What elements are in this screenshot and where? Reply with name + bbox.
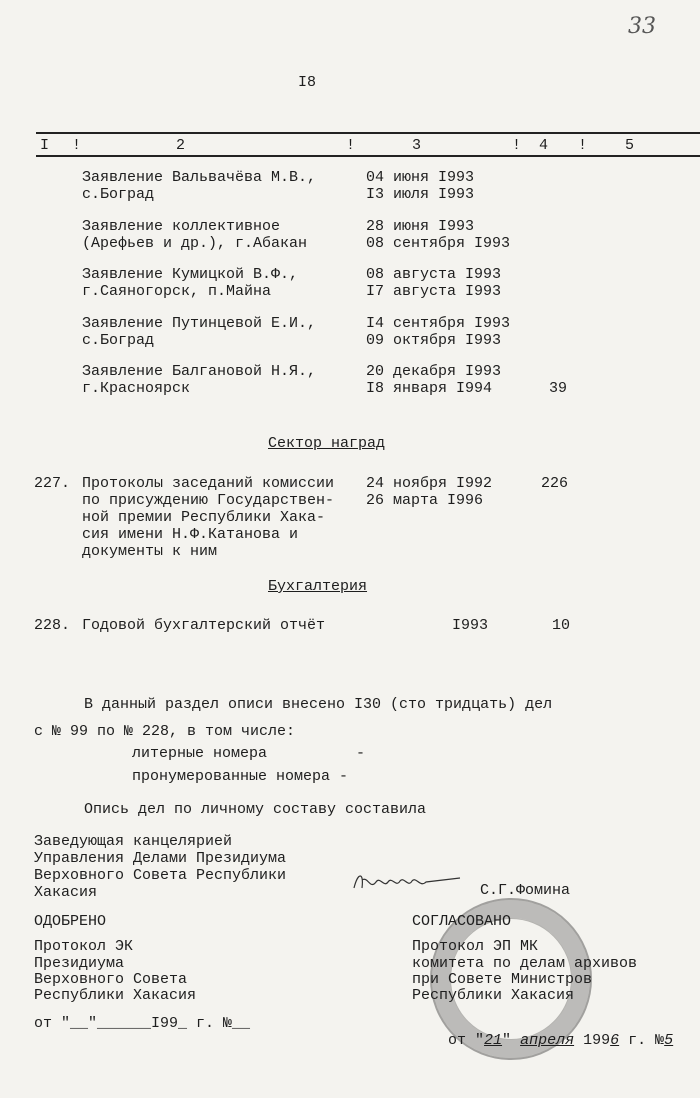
agreed-line3: при Совете Министров: [412, 971, 593, 988]
entry-start-date: 04 июня I993: [366, 169, 475, 186]
approved-date-line: от "__"______I99_ г. №__: [34, 1015, 251, 1032]
agreed-date-prefix: от ": [448, 1032, 485, 1049]
header-col-1: I: [40, 137, 50, 154]
signer-position-line4: Хакасия: [34, 884, 98, 901]
header-sep-3: !: [512, 137, 522, 154]
agreed-date-gap-2: [619, 1032, 628, 1049]
header-col-3: 3: [412, 137, 422, 154]
header-rule-top: [36, 132, 700, 134]
agreed-date-month: апреля: [520, 1032, 575, 1049]
entry-end-date: I8 января I994: [366, 380, 493, 397]
signer-position-line3: Верховного Совета Республики: [34, 867, 287, 884]
handwritten-signature: [350, 868, 470, 898]
summary-renumbered: пронумерованные номера -: [132, 768, 349, 785]
summary-compiled-by: Опись дел по личному составу составила: [84, 801, 427, 818]
page-corner-number: 33: [628, 14, 656, 39]
item-number: 228.: [34, 617, 71, 634]
approved-line1: Протокол ЭК: [34, 938, 134, 955]
item-title-line4: сия имени Н.Ф.Катанова и: [82, 526, 299, 543]
entry-title-line2: (Арефьев и др.), г.Абакан: [82, 235, 308, 252]
signer-name: С.Г.Фомина: [480, 882, 571, 899]
item-start-date: 24 ноября I992: [366, 475, 493, 492]
agreed-number: 5: [664, 1032, 674, 1049]
entry-title-line2: г.Красноярск: [82, 380, 191, 397]
section-heading-awards: Сектор наград: [268, 435, 386, 452]
entry-start-date: 08 августа I993: [366, 266, 502, 283]
agreed-line1: Протокол ЭП МК: [412, 938, 539, 955]
entry-title-line1: Заявление Вальвачёва М.В.,: [82, 169, 317, 186]
entry-end-date: 08 сентября I993: [366, 235, 511, 252]
entry-title-line1: Заявление коллективное: [82, 218, 281, 235]
entry-title-line2: г.Саяногорск, п.Майна: [82, 283, 272, 300]
agreed-date-year-digit: 6: [610, 1032, 620, 1049]
signer-position-line1: Заведующая канцелярией: [34, 833, 233, 850]
summary-line-1: В данный раздел описи внесено I30 (сто тридцать) дел: [84, 696, 553, 713]
entry-title-line1: Заявление Балгановой Н.Я.,: [82, 363, 317, 380]
item-page-count: 10: [552, 617, 571, 634]
header-sep-4: !: [578, 137, 588, 154]
item-title-line5: документы к ним: [82, 543, 218, 560]
agreed-date-quote: ": [502, 1032, 521, 1049]
header-col-5: 5: [625, 137, 635, 154]
agreed-date-gap: [574, 1032, 583, 1049]
item-title-line3: ной премии Республики Хака-: [82, 509, 326, 526]
header-sep-2: !: [346, 137, 356, 154]
entry-title-line1: Заявление Кумицкой В.Ф.,: [82, 266, 299, 283]
approved-line4: Республики Хакасия: [34, 987, 197, 1004]
header-rule-bottom: [36, 155, 700, 157]
entry-end-date: I3 июля I993: [366, 186, 475, 203]
item-title-line2: по присуждению Государствен-: [82, 492, 335, 509]
header-col-4: 4: [539, 137, 549, 154]
agreed-title: СОГЛАСОВАНО: [412, 913, 512, 930]
entry-end-date: 09 октября I993: [366, 332, 502, 349]
approved-title: ОДОБРЕНО: [34, 913, 107, 930]
agreed-date-line: [412, 1015, 673, 1066]
summary-line-2: с № 99 по № 228, в том числе:: [34, 723, 296, 740]
summary-literal-numbers: литерные номера: [132, 745, 268, 762]
agreed-date-year-prefix: 199: [583, 1032, 611, 1049]
entry-title-line2: с.Боград: [82, 332, 155, 349]
item-end-date: 26 марта I996: [366, 492, 484, 509]
agreed-line2: комитета по делам архивов: [412, 955, 638, 972]
agreed-number-prefix: г. №: [628, 1032, 665, 1049]
section-heading-accounting: Бухгалтерия: [268, 578, 368, 595]
entry-title-line1: Заявление Путинцевой Е.И.,: [82, 315, 317, 332]
entry-start-date: I4 сентября I993: [366, 315, 511, 332]
entry-start-date: 28 июня I993: [366, 218, 475, 235]
agreed-date-day: 21: [484, 1032, 503, 1049]
page-number: I8: [298, 74, 317, 91]
item-title: Годовой бухгалтерский отчёт: [82, 617, 326, 634]
header-col-2: 2: [176, 137, 186, 154]
entry-start-date: 20 декабря I993: [366, 363, 502, 380]
summary-literal-dash: -: [356, 745, 366, 762]
signer-position-line2: Управления Делами Президиума: [34, 850, 287, 867]
approved-line3: Верховного Совета: [34, 971, 188, 988]
item-year: I993: [452, 617, 489, 634]
item-title-line1: Протоколы заседаний комиссии: [82, 475, 335, 492]
entry-title-line2: с.Боград: [82, 186, 155, 203]
item-number: 227.: [34, 475, 71, 492]
item-page-count: 226: [541, 475, 569, 492]
entry-page-count: 39: [549, 380, 568, 397]
agreed-line4: Республики Хакасия: [412, 987, 575, 1004]
entry-end-date: I7 августа I993: [366, 283, 502, 300]
approved-line2: Президиума: [34, 955, 125, 972]
header-sep-1: !: [72, 137, 82, 154]
